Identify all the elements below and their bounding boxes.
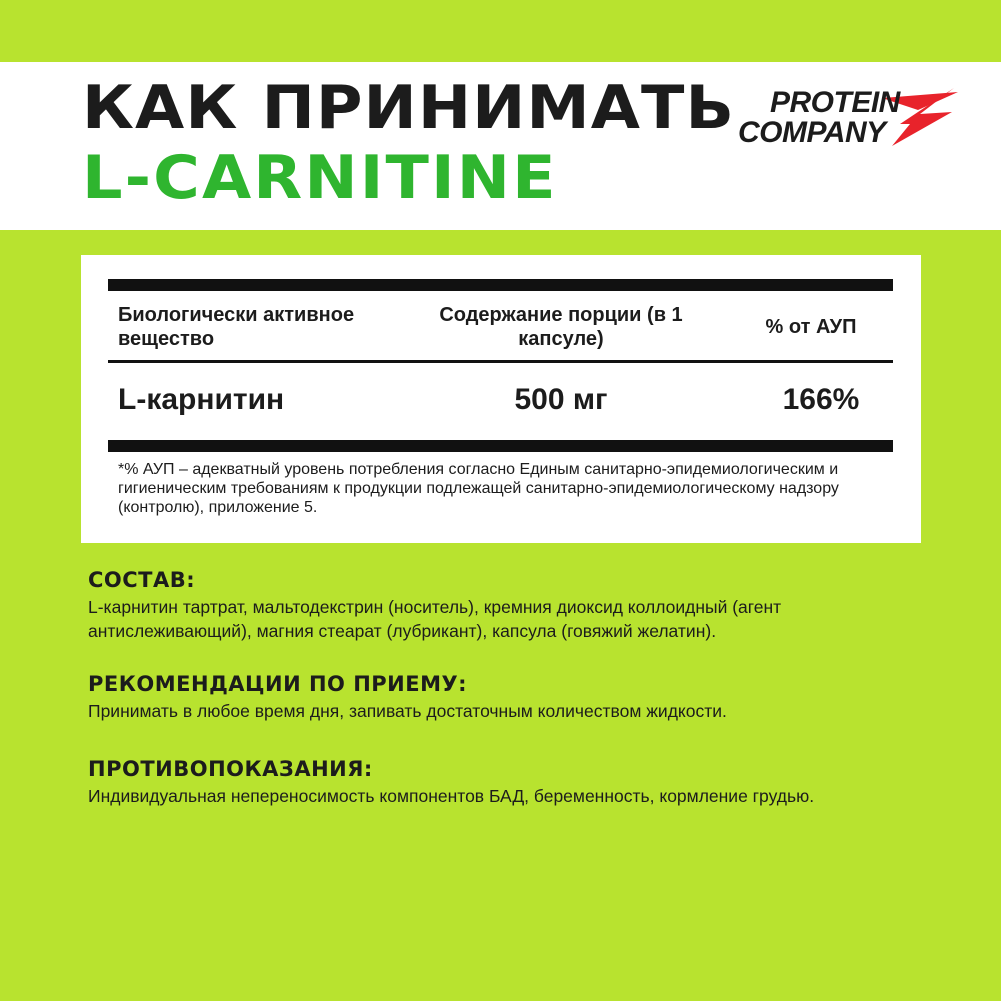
recommendations-title: РЕКОМЕНДАЦИИ ПО ПРИЕМУ: [88, 672, 468, 696]
header-percent: % от АУП [765, 316, 857, 338]
table-header-rule [108, 360, 893, 363]
contraindications-title: ПРОТИВОПОКАЗАНИЯ: [88, 757, 373, 781]
header-amount: Содержание порции (в 1 капсуле) [439, 304, 683, 350]
logo-text-company: COMPANY [738, 116, 886, 149]
page-title: КАК ПРИНИМАТЬ [82, 73, 736, 143]
nutrition-table-card [81, 255, 921, 543]
table-bottom-rule [108, 440, 893, 452]
composition-text: L-карнитин тартрат, мальтодекстрин (носитель), кремния диоксид коллоидный (агент антислеживающий), магния стеарат (лубрикант), капсула (говяжий желатин). [88, 597, 782, 641]
logo-text-protein: PROTEIN [770, 86, 900, 119]
cell-percent: 166% [782, 383, 860, 416]
cell-substance: L-карнитин [118, 383, 285, 416]
table-top-rule [108, 279, 893, 291]
contraindications-text: Индивидуальная непереносимость компонентов БАД, беременность, кормление грудью. [88, 786, 815, 806]
header-substance: Биологически активное вещество [118, 304, 355, 350]
table-footnote: *% АУП – адекватный уровень потребления согласно Единым санитарно-эпидемиологическим и гигиеническим требованиям к продукции подлежащей санитарно-эпидемиологическому надзору (контролю), приложение 5. [118, 461, 839, 516]
recommendations-text: Принимать в любое время дня, запивать достаточным количеством жидкости. [88, 701, 727, 721]
cell-amount: 500 мг [514, 383, 608, 416]
brand-logo [732, 84, 958, 156]
product-title: L-CARNITINE [82, 143, 558, 213]
composition-title: СОСТАВ: [88, 568, 196, 592]
